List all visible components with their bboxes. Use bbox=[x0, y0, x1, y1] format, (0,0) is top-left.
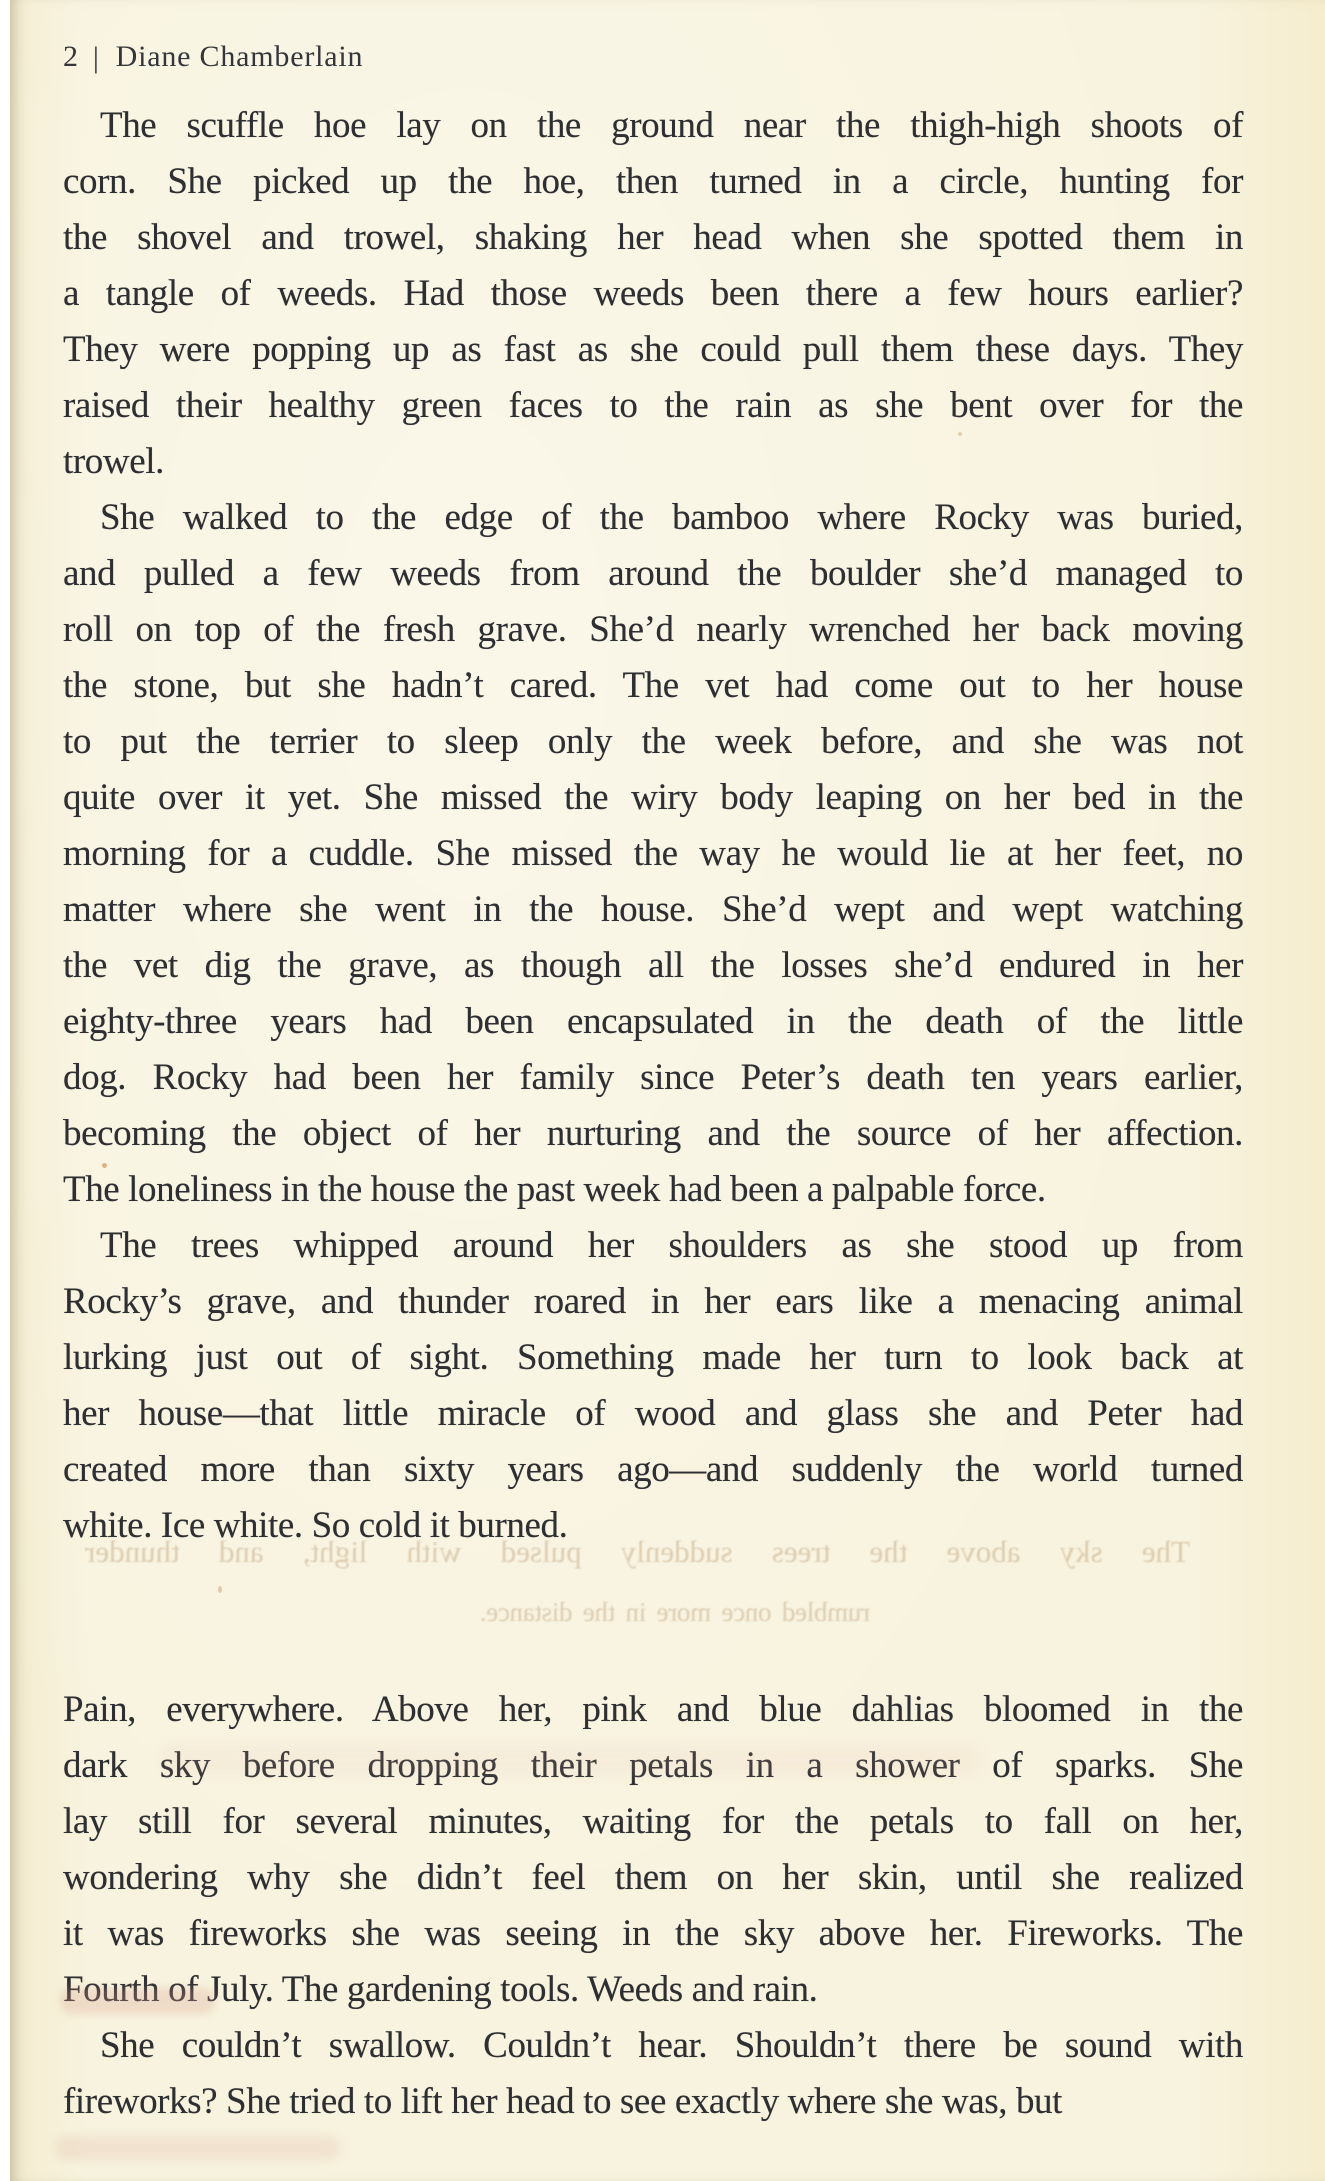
paragraph-scuffle-hoe bbox=[63, 98, 1243, 490]
paragraph-rocky-grave bbox=[63, 490, 1243, 1218]
text-line: raised their healthy green faces to the rain as she bent over for the bbox=[63, 385, 1243, 426]
text-line: eighty-three years had been encapsulated in the death of the little bbox=[63, 1001, 1243, 1042]
text-line: the vet dig the grave, as though all the losses she’d endured in her bbox=[63, 945, 1243, 986]
body-text bbox=[63, 98, 1243, 2130]
paragraph-couldnt-swallow bbox=[63, 2018, 1243, 2130]
text-line: quite over it yet. She missed the wiry body leaping on her bed in the bbox=[63, 777, 1243, 818]
text-line: wondering why she didn’t feel them on her skin, until she realized bbox=[63, 1857, 1243, 1898]
ghost-showthrough-line: rumbled once more in the distance. bbox=[480, 1597, 870, 1627]
paragraph-pain-everywhere bbox=[63, 1682, 1243, 2018]
text-line: and pulled a few weeds from around the boulder she’d managed to bbox=[63, 553, 1243, 594]
text-line: dark sky before dropping their petals in a shower of sparks. She bbox=[63, 1745, 1243, 1786]
ink-bleed-smudge bbox=[55, 2136, 340, 2160]
text-line: The scuffle hoe lay on the ground near the thigh-high shoots of bbox=[100, 105, 1243, 146]
page-number: 2 bbox=[63, 40, 79, 73]
text-line: a tangle of weeds. Had those weeds been there a few hours earlier? bbox=[63, 273, 1243, 314]
ghost-showthrough-line: The sky above the trees suddenly pulsed with light, and thunder bbox=[85, 1534, 1190, 1569]
text-line: created more than sixty years ago—and suddenly the world turned bbox=[63, 1449, 1243, 1490]
text-line: dog. Rocky had been her family since Peter’s death ten years earlier, bbox=[63, 1057, 1243, 1098]
text-line: roll on top of the fresh grave. She’d nearly wrenched her back moving bbox=[63, 609, 1243, 650]
text-line: morning for a cuddle. She missed the way he would lie at her feet, no bbox=[63, 833, 1243, 874]
page-header bbox=[63, 40, 363, 74]
text-line: becoming the object of her nurturing and the source of her affection. bbox=[63, 1113, 1243, 1154]
text-line: to put the terrier to sleep only the week before, and she was not bbox=[63, 721, 1243, 762]
header-separator: | bbox=[92, 41, 100, 74]
author-name: Diane Chamberlain bbox=[115, 40, 364, 73]
paragraph-world-turned-white bbox=[63, 1218, 1243, 1554]
text-line: She walked to the edge of the bamboo where Rocky was buried, bbox=[100, 497, 1243, 538]
text-line: The trees whipped around her shoulders as she stood up from bbox=[100, 1225, 1243, 1266]
text-line: Rocky’s grave, and thunder roared in her ears like a menacing animal bbox=[63, 1281, 1243, 1322]
text-line: corn. She picked up the hoe, then turned in a circle, hunting for bbox=[63, 161, 1243, 202]
text-line: matter where she went in the house. She’d wept and wept watching bbox=[63, 889, 1243, 930]
text-line: The loneliness in the house the past week had been a palpable force. bbox=[63, 1169, 1046, 1210]
text-line: the shovel and trowel, shaking her head when she spotted them in bbox=[63, 217, 1243, 258]
text-line: lurking just out of sight. Something made her turn to look back at bbox=[63, 1337, 1243, 1378]
text-line: her house—that little miracle of wood and glass she and Peter had bbox=[63, 1393, 1243, 1434]
text-line: it was fireworks she was seeing in the sky above her. Fireworks. The bbox=[63, 1913, 1243, 1954]
book-page bbox=[10, 0, 1325, 2181]
text-line: lay still for several minutes, waiting for the petals to fall on her, bbox=[63, 1801, 1243, 1842]
text-line: the stone, but she hadn’t cared. The vet had come out to her house bbox=[63, 665, 1243, 706]
text-line: white. Ice white. So cold it burned. bbox=[63, 1505, 568, 1546]
text-line: Fourth of July. The gardening tools. Weeds and rain. bbox=[63, 1969, 818, 2010]
text-line: Pain, everywhere. Above her, pink and blue dahlias bloomed in the bbox=[63, 1689, 1243, 1730]
text-line: trowel. bbox=[63, 441, 164, 482]
text-line: They were popping up as fast as she could pull them these days. They bbox=[63, 329, 1243, 370]
text-line: She couldn’t swallow. Couldn’t hear. Shouldn’t there be sound with bbox=[100, 2025, 1243, 2066]
text-line: fireworks? She tried to lift her head to see exactly where she was, but bbox=[63, 2081, 1063, 2122]
